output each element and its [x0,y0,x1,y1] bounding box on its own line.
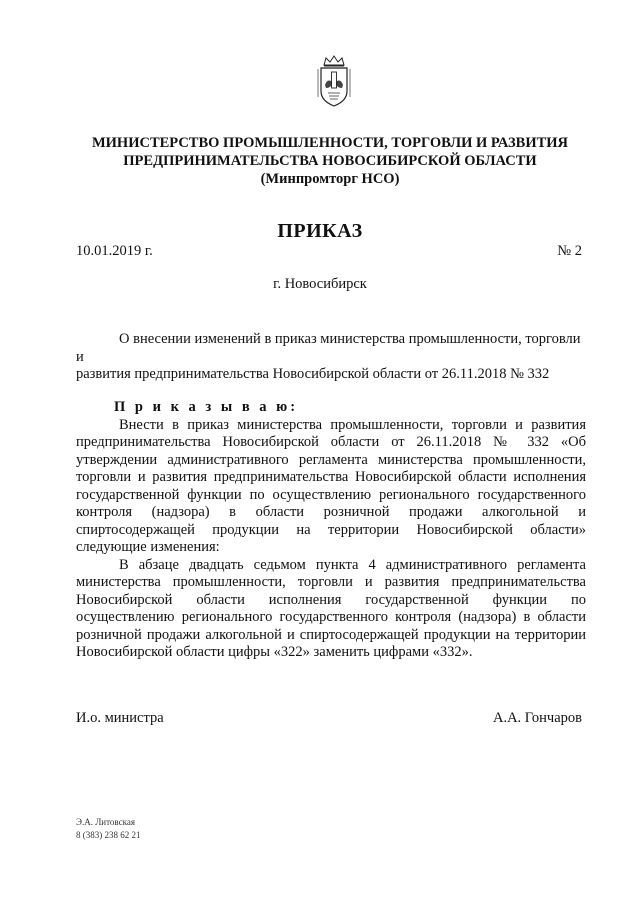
document-subject [76,331,586,384]
order-word: П р и к а з ы в а ю: [114,399,299,415]
signatory-name: А.А. Гончаров [492,710,582,726]
ministry-short-name: (Минпромторг НСО) [260,171,400,187]
subject-line2: развития предпринимательства Новосибирской области от 26.11.2018 № 332 [76,366,550,382]
document-date: 10.01.2019 г. [76,243,153,259]
ministry-header [60,134,600,188]
executor-block [76,816,141,842]
document-number: № 2 [557,243,582,259]
ministry-name-line1: МИНИСТЕРСТВО ПРОМЫШЛЕННОСТИ, ТОРГОВЛИ И РАЗВИТИЯ [91,135,569,151]
signatory-position: И.о. министра [76,710,164,726]
executor-name: Э.А. Литовская [76,817,135,827]
executor-phone: 8 (383) 238 62 21 [76,830,141,840]
body-paragraph-1: Внести в приказ министерства промышленности, торговли и развития предпринимательства Новосибирской области от 26.11.2018 № 332 «Об утверждении административного регламента министерства промышленности, торговли и развития предпринимательства Новосибирской области исполнения государственной функции по осуществлению регионального государственного контроля (надзора) в области розничной продажи алкогольной и спиртосодержащей продукции на территории Новосибирской области» следующие изменения: [76,416,586,555]
body-paragraph-2: В абзаце двадцать седьмом пункта 4 административного регламента министерства промышленности, торговли и развития предпринимательства Новосибирской области исполнения государственной функции по осуществлению регионального государственного контроля (надзора) в области розничной продажи алкогольной и спиртосодержащей продукции на территории Новосибирской области цифры «322» заменить цифрами «332». [76,556,586,660]
document-body [76,399,586,662]
ministry-name-line2: ПРЕДПРИНИМАТЕЛЬСТВА НОВОСИБИРСКОЙ ОБЛАСТИ [123,153,537,169]
subject-line1: О внесении изменений в приказ министерства промышленности, торговли и [76,331,581,365]
document-city: г. Новосибирск [273,276,367,292]
coat-of-arms-icon [316,55,352,109]
document-type: ПРИКАЗ [277,220,363,242]
